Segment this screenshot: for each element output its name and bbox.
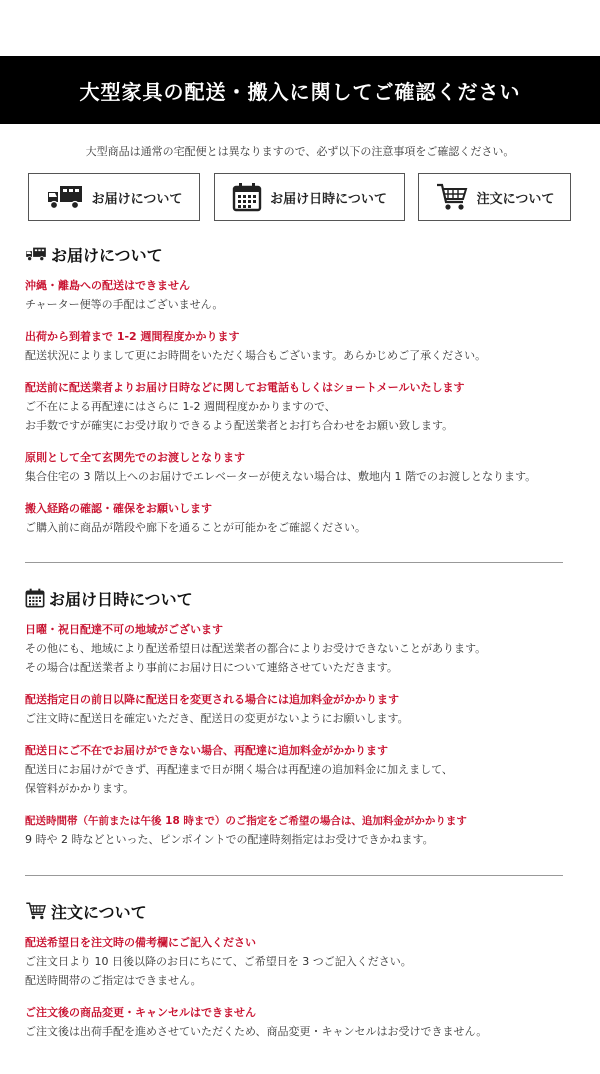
banner-title: 大型家具の配送・搬入に関してご確認ください [79,79,521,104]
section-divider [25,875,563,876]
notice-heading: ご注文後の商品変更・キャンセルはできません [25,1006,256,1019]
notice-heading: 日曜・祝日配達不可の地域がございます [25,623,223,636]
nav-datetime-label: お届け日時について [270,191,387,207]
notice-item [25,449,585,486]
nav-order-label: 注文について [476,191,555,207]
notice-item [25,500,585,537]
notice-heading: 配送指定日の前日以降に配送日を変更される場合には追加料金がかかります [25,693,399,706]
notice-item [25,691,585,728]
notice-body: ご注文後は出荷手配を進めさせていただくため、商品変更・キャンセルはお受けできません。 [25,1025,488,1038]
notice-item [25,1004,585,1041]
section-title: お届けについて [25,243,585,265]
notice-heading: 配送時間帯（午前または午後 18 時まで）のご指定をご希望の場合は、追加料金がかかります [25,815,467,827]
notice-item [25,812,585,849]
section-delivery [25,243,585,537]
notice-body: 集合住宅の 3 階以上へのお届けでエレベーターが使えない場合は、敷地内 1 階でのお渡しとなります。 [25,470,537,483]
notice-item [25,277,585,314]
notice-item [25,328,585,365]
notice-heading: 配送前に配送業者よりお届け日時などに関してお電話もしくはショートメールいたします [25,381,465,394]
notice-body: 配送状況によりまして更にお時間をいただく場合もございます。あらかじめご了承ください。 [25,349,487,362]
notice-heading: 配送日にご不在でお届けができない場合、再配達に追加料金がかかります [25,744,388,757]
notice-body: チャーター便等の手配はございません。 [25,298,224,311]
nav-order-button[interactable] [418,173,571,221]
cart-icon [25,901,47,921]
calendar-icon [25,588,45,608]
section-datetime [25,587,585,849]
section-divider [25,562,563,563]
intro-text: 大型商品は通常の宅配便とは異なりますので、必ず以下の注意事項をご確認ください。 [85,145,515,158]
notice-item [25,742,585,798]
nav-delivery-label: お届けについて [91,191,183,207]
notice-body: ご購入前に商品が階段や廊下を通ることが可能かをご確認ください。 [25,521,366,534]
section-title: お届け日時について [25,587,585,609]
notice-item [25,379,585,435]
truck-icon [25,246,47,262]
notice-heading: 配送希望日を注文時の備考欄にご記入ください [25,936,256,949]
notice-body: ご不在による再配達にはさらに 1-2 週間程度かかりますので、 お手数ですが確実にお受け取りできるよう配送業者とお打ち合わせをお願い致します。 [25,400,454,432]
notice-item [25,934,585,990]
notice-heading: 沖縄・離島への配送はできません [25,279,190,292]
notice-body: 配送日にお届けができず、再配達まで日が開く場合は再配達の追加料金に加えまして、 保管料がかかります。 [25,763,453,795]
notice-body: 9 時や 2 時などといった、ピンポイントでの配達時刻指定はお受けできかねます。 [25,833,434,846]
truck-icon [46,184,84,210]
notice-heading: 出荷から到着まで 1-2 週間程度かかります [25,330,240,343]
notice-body: その他にも、地域により配送希望日は配送業者の都合によりお受けできないことがあります。 その場合は配送業者より事前にお届け日について連絡させていただきます。 [25,642,487,674]
nav-datetime-button[interactable] [214,173,405,221]
section-nav [0,173,600,223]
nav-delivery-button[interactable] [28,173,200,221]
cart-icon [435,182,469,212]
page-banner [0,56,600,124]
notice-body: ご注文日より 10 日後以降のお日にちにて、ご希望日を 3 つご記入ください。 配送時間帯のご指定はできません。 [25,955,412,987]
calendar-icon [232,182,262,212]
notice-item [25,621,585,677]
section-title: 注文について [25,900,585,922]
notice-body: ご注文時に配送日を確定いただき、配送日の変更がないようにお願いします。 [25,712,409,725]
section-order [25,900,585,1041]
notice-heading: 搬入経路の確認・確保をお願いします [25,502,212,515]
notice-heading: 原則として全て玄関先でのお渡しとなります [25,451,245,464]
